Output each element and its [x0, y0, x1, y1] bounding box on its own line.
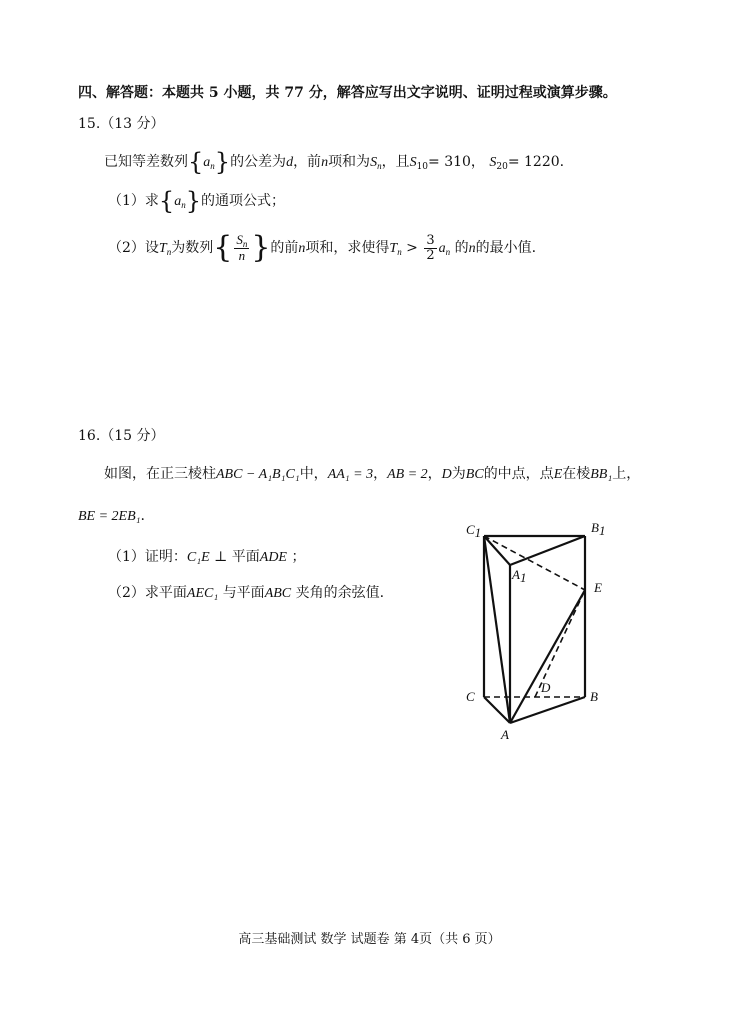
label-a: A: [501, 727, 509, 742]
q15-stem: 已知等差数列$\{a_n\}$的公差为d，前n项和为$S_n$，且$S_{10}= 310$， $S_{20}= 1220$.: [104, 148, 565, 176]
q16-part2: （2）求平面AEC₁ 与平面ABC 夹角的余弦值.: [108, 585, 385, 601]
label-b1: B1: [591, 520, 606, 538]
q15-number: 15.（13 分）: [78, 116, 165, 132]
edge-c1-a1: [484, 536, 510, 565]
q16-part1: （1）证明：C₁E ⊥ 平面ADE ；: [108, 549, 306, 565]
q15-part2: （2）设$T_n$为数列{ $\frac{S_n}{n}$ }的前n项和，求使得$T_n$ > $\frac{3}{2}$ $a_n$ 的n的最小值.: [108, 230, 537, 265]
label-b: B: [590, 689, 598, 704]
section-header: 四、解答题：本题共 5 小题，共 77 分，解答应写出文字说明、证明过程或演算步骤。: [78, 85, 617, 101]
edge-a1-b1: [510, 536, 585, 565]
page-footer: 高三基础测试 数学 试题卷 第 4页（共 6 页）: [238, 932, 501, 947]
label-d: D: [541, 680, 551, 695]
q16-number: 16.（15 分）: [78, 428, 165, 444]
label-c: C: [466, 689, 475, 704]
q16-stem-line2: BE = 2EB₁.: [78, 508, 145, 524]
label-a1: A1: [512, 567, 527, 585]
label-c1: C1: [466, 522, 482, 540]
label-e: E: [594, 580, 602, 595]
edge-c1-a: [484, 536, 510, 723]
edge-a-b: [510, 697, 585, 723]
edge-c-a: [484, 697, 510, 723]
edge-d-e-dashed: [535, 590, 585, 697]
q15-part1: （1）求$\{a_n\}$的通项公式；: [108, 187, 285, 215]
edge-a-e: [510, 590, 585, 723]
edge-c1-e-dashed: [484, 536, 585, 590]
q16-stem-line1: 如图，在正三棱柱ABC − A₁B₁C₁中，AA₁ = 3，AB = 2，D为BC的中点，点E在棱BB₁上，: [104, 466, 641, 482]
